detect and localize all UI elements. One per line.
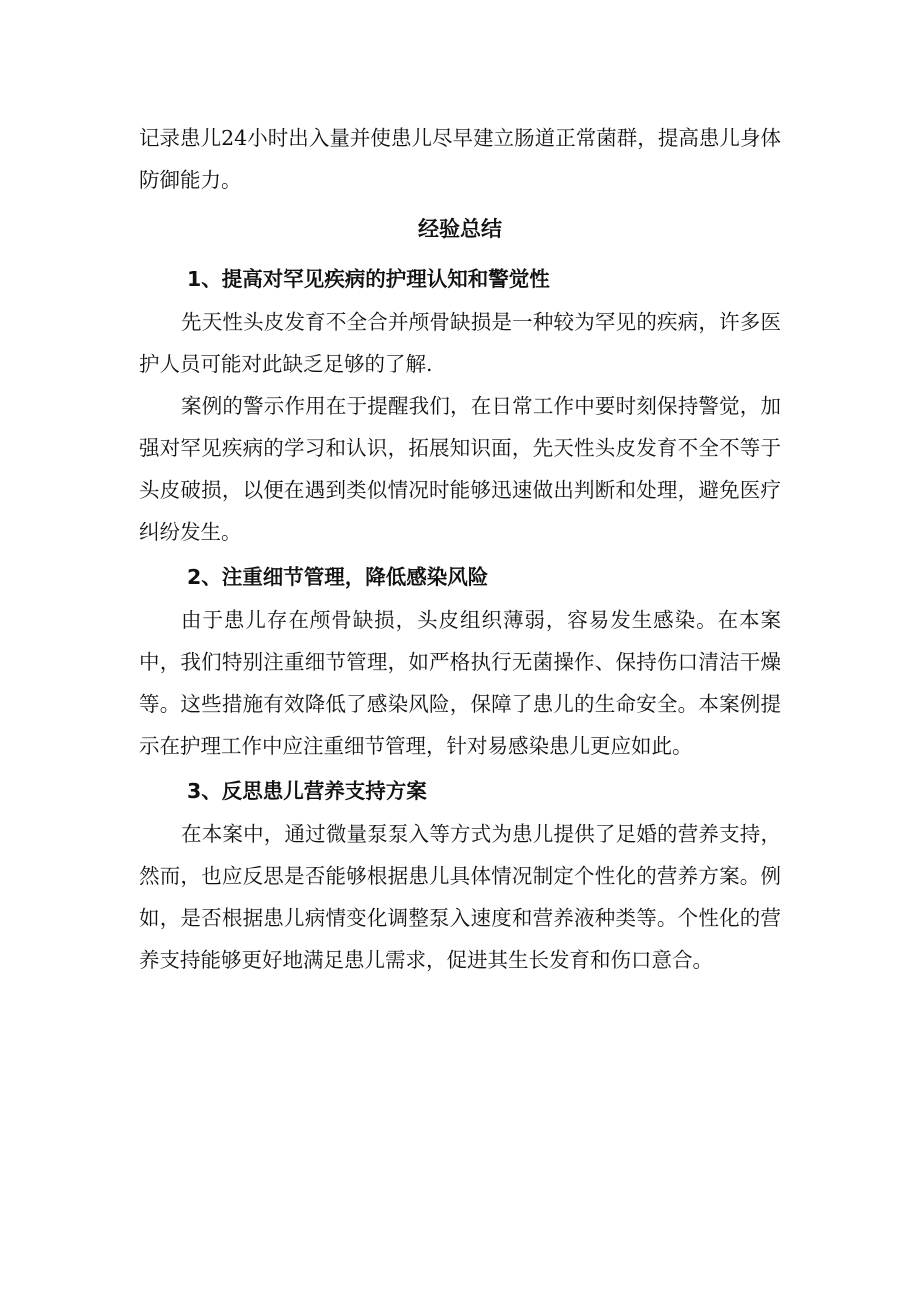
section-heading-2: 2、注重细节管理，降低感染风险 [187,565,489,589]
section-heading-1: 1、提高对罕见疾病的护理认知和警觉性 [187,267,550,291]
document-body [139,117,781,981]
section-1-paragraph-1: 先天性头皮发育不全合并颅骨缺损是一种较为罕见的疾病，许多医护人员可能对此缺乏足够的了解. [139,310,781,376]
intro-paragraph: 记录患儿24小时出入量并使患儿尽早建立肠道正常菌群，提高患儿身体防御能力。 [139,126,781,192]
section-heading-3: 3、反思患儿营养支持方案 [187,779,427,803]
section-3-paragraph-1: 在本案中，通过微量泵泵入等方式为患儿提供了足婚的营养支持，然而，也应反思是否能够根据患儿具体情况制定个性化的营养方案。例如，是否根据患儿病情变化调整泵入速度和营养液种类等。个性化的营养支持能够更好地满足患儿需求，促进其生长发育和伤口意合。 [139,822,781,972]
section-2-paragraph-1: 由于患儿存在颅骨缺损，头皮组织薄弱，容易发生感染。在本案中，我们特别注重细节管理，如严格执行无菌操作、保持伤口清洁干燥等。这些措施有效降低了感染风险，保障了患儿的生命安全。本案例提示在护理工作中应注重细节管理，针对易感染患儿更应如此。 [139,608,781,758]
section-title: 经验总结 [418,217,502,241]
section-1-paragraph-2: 案例的警示作用在于提醒我们，在日常工作中要时刻保持警觉，加强对罕见疾病的学习和认识，拓展知识面，先天性头皮发育不全不等于头皮破损，以便在遇到类似情况时能够迅速做出判断和处理，避免医疗纠纷发生。 [139,394,781,544]
